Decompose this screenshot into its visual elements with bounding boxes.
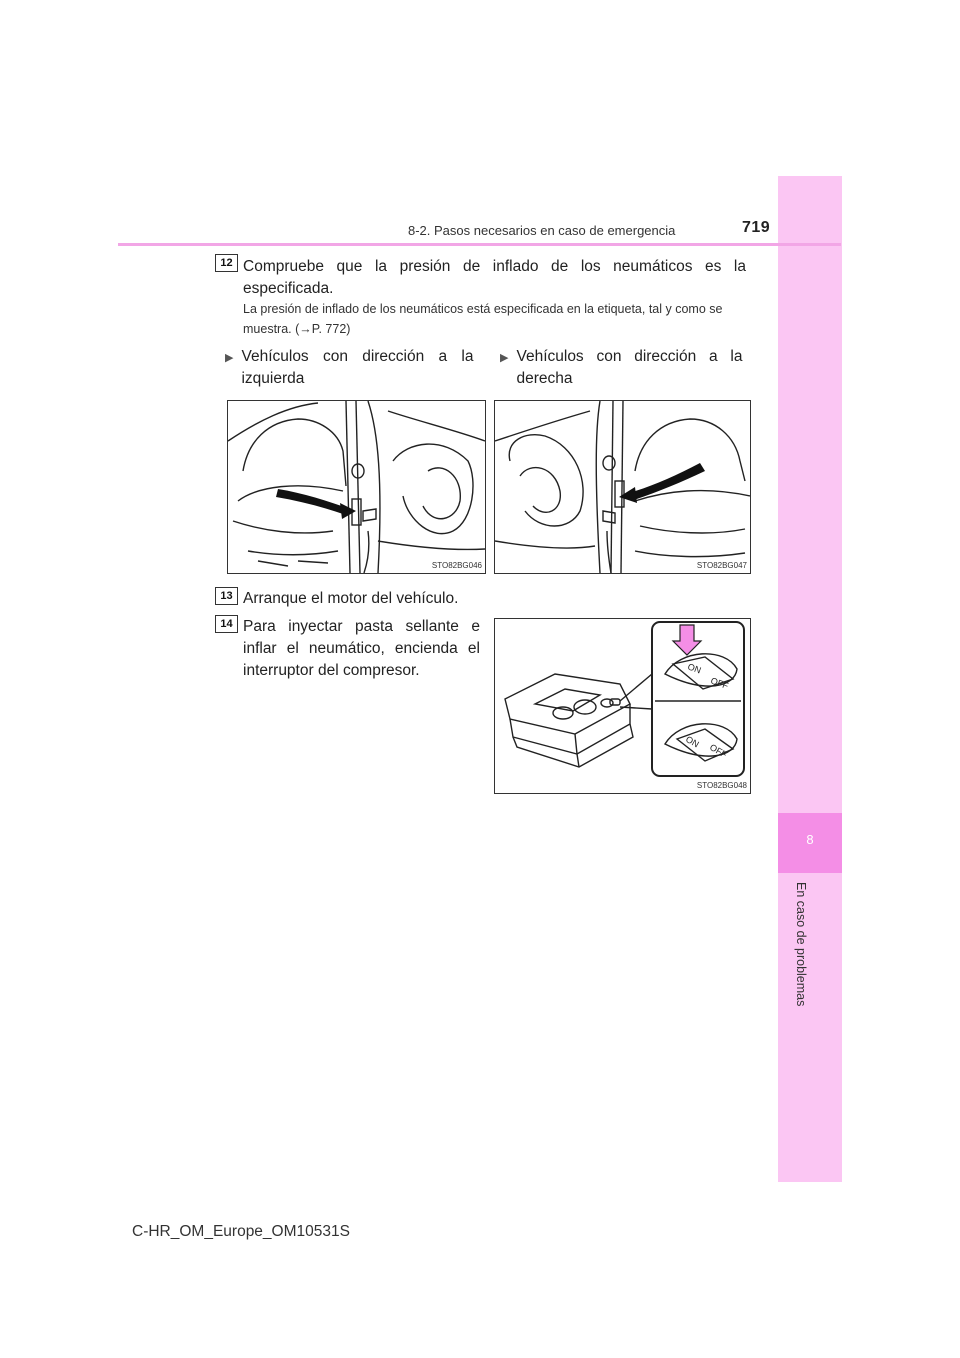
upper-switch-off-label: OFF: [709, 675, 730, 692]
lhd-door-illustration: [227, 400, 486, 574]
step-12-text: Compruebe que la presión de inflado de los neumáticos es la especificada.: [243, 258, 746, 297]
chapter-number: 8: [806, 832, 814, 847]
header-rule: [118, 243, 841, 246]
compressor-image-code: STO82BG048: [696, 781, 747, 790]
triangle-bullet-icon: ▶: [500, 352, 509, 364]
rhd-caption: [500, 346, 748, 390]
door-pillar-drawing: [495, 401, 750, 573]
step-13-text: Arranque el motor del vehículo.: [243, 590, 459, 607]
triangle-bullet-icon: ▶: [225, 352, 234, 364]
step-12-note: La presión de inflado de los neumáticos está especificada en la etiqueta, tal y como se muestra. (→P. 772): [243, 302, 723, 336]
lhd-image-code: STO82BG046: [431, 561, 482, 570]
step-14-badge: 14: [215, 615, 238, 633]
compressor-illustration: [494, 618, 751, 794]
door-pillar-drawing: [228, 401, 485, 573]
lhd-caption-text: Vehículos con dirección a la izquierda: [241, 348, 474, 387]
step-12-badge: 12: [215, 254, 238, 272]
chapter-side-tab: [778, 176, 842, 1182]
lower-switch-off-label: OFF: [708, 742, 729, 760]
lhd-caption: [225, 346, 481, 390]
section-title: 8-2. Pasos necesarios en caso de emergencia: [408, 223, 676, 238]
upper-switch-on-label: ON: [686, 661, 703, 676]
lower-switch-on-label: ON: [684, 734, 701, 750]
compressor-drawing: [495, 619, 750, 793]
rhd-image-code: STO82BG047: [696, 561, 747, 570]
page-number: 719: [742, 219, 771, 236]
document-id: C-HR_OM_Europe_OM10531S: [132, 1223, 350, 1240]
rhd-caption-text: Vehículos con dirección a la derecha: [516, 348, 743, 387]
rhd-door-illustration: [494, 400, 751, 574]
step-14-text: Para inyectar pasta sellante e inflar el neumático, encienda el interruptor del compresor.: [243, 618, 480, 679]
chapter-title: En caso de problemas: [794, 882, 808, 1007]
step-13-badge: 13: [215, 587, 238, 605]
